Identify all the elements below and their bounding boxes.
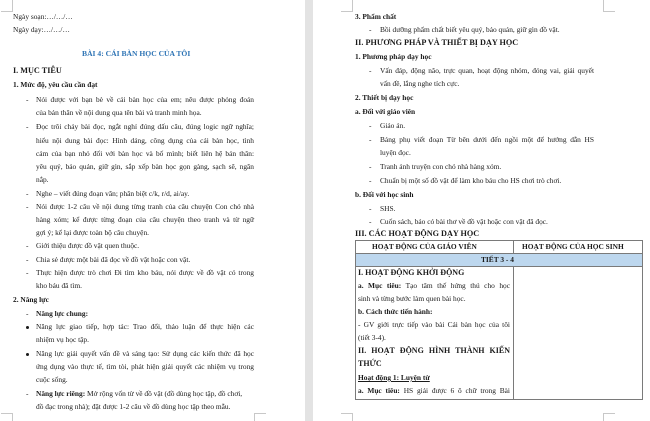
- date-prepared: Ngày soạn:…/…/…: [13, 12, 73, 21]
- dash-bullet: -: [26, 268, 29, 277]
- crop-mark-top-left: [341, 0, 353, 12]
- dash-bullet: -: [26, 95, 29, 104]
- objective-line: cảm của bạn nhỏ đối với bàn học và bố mình; biết liên hệ bản thân:: [36, 149, 254, 158]
- method-line: Vấn đáp, động não, trực quan, hoạt động nhóm, đóng vai, giải quyết: [380, 66, 594, 75]
- dash-bullet: -: [26, 255, 29, 264]
- subsection-teaching-methods-heading: 1. Phương pháp dạy học: [355, 52, 432, 61]
- equipment-line: Tranh ảnh truyện con chó nhà hàng xóm.: [380, 162, 502, 171]
- knowledge-heading-cont: THỨC: [358, 359, 382, 368]
- dash-bullet: -: [26, 241, 29, 250]
- general-competence-label: Năng lực chung:: [36, 309, 89, 318]
- warmup-goal: a. Mục tiêu: Tạo tâm thế hứng thú cho học: [358, 281, 510, 290]
- method-line: vấn đề, lắng nghe tích cực.: [380, 79, 460, 88]
- quality-line: Bồi dưỡng phẩm chất biết yêu quý, bảo quản, giữ gìn đồ vật.: [380, 25, 560, 34]
- dash-bullet: -: [26, 189, 29, 198]
- document-page-left[interactable]: [0, 0, 305, 421]
- date-taught: Ngày dạy:…/…/…: [13, 25, 70, 34]
- crop-mark-bottom-right: [254, 413, 266, 421]
- period-row-label: TIẾT 3 - 4: [481, 255, 514, 264]
- warmup-method-line: (tiết 3-4).: [358, 333, 386, 342]
- equipment-line: SHS.: [380, 204, 396, 213]
- competence-line: ứng dụng vào thực tế, tìm tòi, phát hiện giải quyết các nhiệm vụ trong: [36, 362, 254, 371]
- knowledge-heading: II. HOẠT ĐỘNG HÌNH THÀNH KIẾN: [358, 346, 510, 355]
- student-equipment-heading: b. Đối với học sinh: [355, 190, 414, 199]
- subsection-competence-heading: 2. Năng lực: [13, 295, 49, 304]
- crop-mark-bottom-left: [1, 413, 13, 421]
- equipment-line: luyện đọc.: [380, 148, 411, 157]
- page-gap: [305, 0, 313, 421]
- objective-line: Nói được 1-2 câu về nội dung từng tranh của câu chuyện Con chó nhà: [36, 202, 254, 211]
- section-activities-heading: III. CÁC HOẠT ĐỘNG DẠY HỌC: [355, 229, 480, 238]
- section-objectives-heading: I. MỤC TIÊU: [13, 66, 62, 75]
- document-page-right[interactable]: [313, 0, 650, 421]
- objective-line: Chia sẻ được một bài đã đọc về đồ vật hoặc con vật.: [36, 255, 191, 264]
- objective-line: Thực hiện được trò chơi Đi tìm kho báu, nói được về đồ vật có trong: [36, 268, 254, 277]
- teacher-equipment-heading: a. Đối với giáo viên: [355, 107, 416, 116]
- dash-bullet: -: [369, 25, 372, 34]
- equipment-line: Cuốn sách, báo có bài thơ về đồ vật hoặc con vật đã đọc.: [380, 217, 548, 226]
- equipment-line: Chuẩn bị một số đồ vật để làm kho báu cho HS chơi trò chơi.: [380, 176, 562, 185]
- student-activity-cell[interactable]: [514, 267, 642, 399]
- equipment-line: Giáo án.: [380, 121, 406, 130]
- objective-line: Giới thiệu được đồ vật quen thuộc.: [36, 241, 140, 250]
- dash-bullet: -: [26, 202, 29, 211]
- dash-bullet: -: [369, 176, 372, 185]
- dash-bullet: -: [369, 162, 372, 171]
- lesson-title: BÀI 4: CÁI BÀN HỌC CỦA TÔI: [82, 49, 191, 58]
- dash-bullet: -: [369, 204, 372, 213]
- competence-line: Năng lực giao tiếp, hợp tác: Trao đổi, thảo luận để thực hiện các: [36, 322, 254, 331]
- objective-line: hàng xóm; kể được từng đoạn của câu chuyện theo tranh và từ ngữ: [36, 215, 254, 224]
- dash-bullet: -: [369, 135, 372, 144]
- warmup-heading: I. HOẠT ĐỘNG KHỞI ĐỘNG: [358, 268, 465, 277]
- specific-competence-line: đồ đạc trong nhà); đặt được 1-2 câu về đồ dùng học tập theo mẫu.: [36, 402, 231, 411]
- dash-bullet: -: [369, 66, 372, 75]
- competence-line: cuộc sống.: [36, 375, 68, 384]
- column-header-student: HOẠT ĐỘNG CỦA HỌC SINH: [522, 242, 624, 251]
- objective-line: Đọc trôi chảy bài đọc, ngắt nghỉ đúng dấu câu, đúng logic ngữ nghĩa;: [36, 122, 254, 131]
- bullet-dot-icon: [26, 353, 29, 356]
- equipment-line: Bảng phụ viết đoạn Từ bên dưới đến ngồi một để hướng dẫn HS: [380, 135, 594, 144]
- warmup-goal-cont: sinh và từng bước làm quen bài học.: [358, 294, 466, 303]
- crop-mark-top-right: [603, 0, 615, 12]
- crop-mark-bottom-left: [341, 413, 353, 421]
- warmup-method-line: - GV giới trực tiếp vào bài Cái bàn học của tôi: [358, 320, 510, 329]
- dash-bullet: -: [26, 309, 29, 318]
- specific-competence-line: Năng lực riêng: Mở rộng vốn từ về đồ vật (đồ dùng học tập, đồ chơi,: [36, 389, 243, 398]
- crop-mark-top-left: [1, 0, 13, 12]
- objective-line: Nói được với bạn bè về cái bàn học của em; nêu được phỏng đoán: [36, 95, 254, 104]
- subsection-qualities-heading: 3. Phẩm chất: [355, 12, 397, 21]
- competence-line: nhiệm vụ học tập.: [36, 335, 89, 344]
- objective-line: hiểu nội dung bài đọc: Hình dáng, công dụng của cái bàn học, tình: [36, 136, 254, 145]
- dash-bullet: -: [26, 122, 29, 131]
- subsection-requirements-heading: 1. Mức độ, yêu cầu cần đạt: [13, 80, 98, 89]
- dash-bullet: -: [369, 217, 372, 226]
- competence-line: Năng lực giải quyết vấn đề và sáng tạo: Sử dụng các kiến thức đã học: [36, 349, 254, 358]
- dash-bullet: -: [26, 389, 29, 398]
- objective-line: kho báu đã tìm.: [36, 281, 82, 290]
- dash-bullet: -: [369, 121, 372, 130]
- warmup-method-label: b. Cách thức tiến hành:: [358, 307, 433, 316]
- activity1-heading: Hoạt động 1: Luyện từ: [358, 373, 430, 382]
- bullet-dot-icon: [26, 326, 29, 329]
- crop-mark-bottom-right: [603, 413, 615, 421]
- objective-line: Nghe – viết đúng đoạn văn; phân biệt c/k, r/d, ai/ay.: [36, 189, 190, 198]
- column-header-teacher: HOẠT ĐỘNG CỦA GIÁO VIÊN: [372, 242, 477, 251]
- subsection-equipment-heading: 2. Thiết bị dạy học: [355, 93, 414, 102]
- objective-line: gợi ý; kể lại được toàn bộ câu chuyện.: [36, 228, 149, 237]
- objective-line: của bản thân về nội dung qua tên bài và tranh minh họa.: [36, 108, 202, 117]
- objective-line: nắp.: [36, 175, 49, 184]
- objective-line: yêu quý, bảo quản, giữ gìn, sắp xếp bàn học gọn gàng, sạch sẽ, ngăn: [36, 162, 254, 171]
- activities-table: [355, 240, 643, 400]
- section-methods-heading: II. PHƯƠNG PHÁP VÀ THIẾT BỊ DẠY HỌC: [355, 38, 519, 47]
- column-divider-header: [513, 241, 514, 253]
- activity1-goal: a. Mục tiêu: HS giải được 6 ô chữ trong Bài: [358, 386, 510, 395]
- row-divider: [356, 253, 642, 254]
